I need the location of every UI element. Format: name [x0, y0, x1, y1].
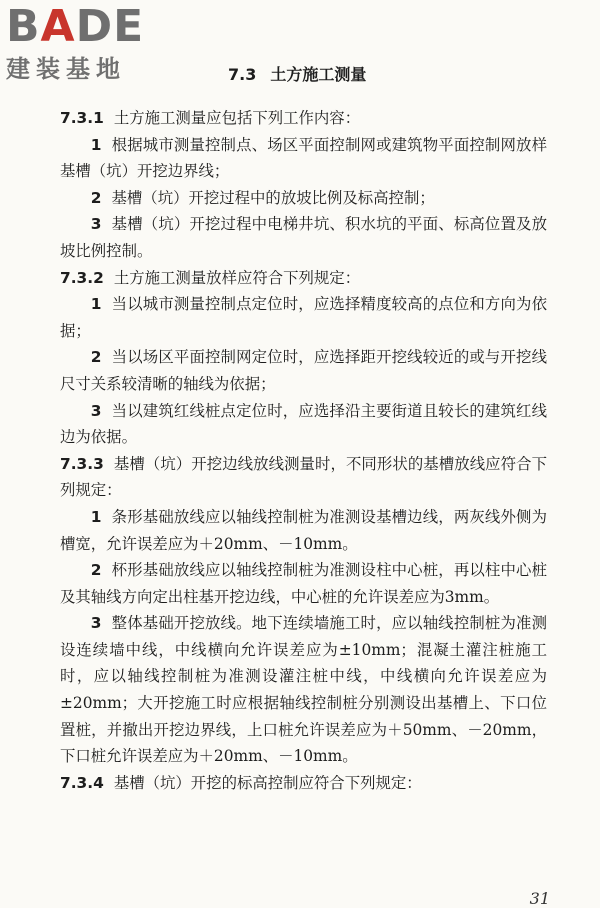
list-item [60, 504, 547, 557]
item-number: 2 [90, 561, 102, 580]
item-text: 基槽（坑）开挖过程中的放坡比例及标高控制； [111, 188, 435, 207]
item-number: 3 [90, 215, 102, 234]
clause-text: 基槽（坑）开挖边线放线测量时，不同形状的基槽放线应符合下列规定： [60, 454, 547, 500]
section-title-text: 土方施工测量 [270, 65, 367, 84]
item-text: 基槽（坑）开挖过程中电梯井坑、积水坑的平面、标高位置及放坡比例控制。 [60, 215, 547, 260]
item-text: 当以建筑红线桩点定位时，应选择沿主要街道且较长的建筑红线边为依据。 [60, 401, 547, 447]
item-text: 整体基础开挖放线。地下连续墙施工时，应以轴线控制桩为准测设连续墙中线，中线横向允许误差应为±10mm；混凝土灌注桩施工时，应以轴线控制桩为准测设灌注桩中线，中线横向允许误差应为±20mm；大开挖施工时应根据轴线控制桩分别测设出基槽上、下口位置桩，并撤出开挖边界线，上口桩允许误差应为＋50mm、－20mm，下口桩允许误差应为＋20mm、－10mm。 [60, 614, 547, 766]
item-number: 3 [90, 614, 102, 633]
clause-text: 基槽（坑）开挖的标高控制应符合下列规定： [113, 773, 422, 792]
item-number: 2 [90, 348, 102, 367]
item-text: 条形基础放线应以轴线控制桩为准测设基槽边线，两灰线外侧为槽宽，允许误差应为＋20mm、－10mm。 [60, 507, 547, 553]
list-item [60, 610, 547, 770]
item-number: 1 [90, 507, 102, 526]
section-title [228, 63, 366, 87]
logo-wordmark: BADE [6, 1, 145, 52]
clause-number: 7.3.1 [60, 109, 104, 127]
list-item [60, 557, 547, 610]
clause [60, 451, 547, 504]
clause [60, 105, 547, 132]
page-number: 31 [529, 889, 550, 908]
document-body [60, 105, 547, 796]
clause-number: 7.3.4 [60, 773, 104, 792]
list-item [60, 132, 547, 185]
item-number: 3 [90, 401, 102, 420]
clause [60, 265, 547, 292]
item-text: 根据城市测量控制点、场区平面控制网或建筑物平面控制网放样基槽（坑）开挖边界线； [60, 135, 547, 181]
item-text: 当以城市测量控制点定位时，应选择精度较高的点位和方向为依据； [60, 295, 547, 340]
clause-number: 7.3.2 [60, 268, 104, 287]
clause-text: 土方施工测量应包括下列工作内容： [113, 109, 361, 127]
item-number: 1 [90, 295, 102, 314]
clause [60, 770, 547, 797]
clause-number: 7.3.3 [60, 454, 104, 473]
clause-text: 土方施工测量放样应符合下列规定： [113, 268, 361, 287]
list-item [60, 398, 547, 451]
item-text: 杯形基础放线应以轴线控制桩为准测设柱中心桩，再以柱中心桩及其轴线方向定出柱基开挖边线，中心桩的允许误差应为3mm。 [60, 561, 547, 606]
item-number: 2 [90, 188, 102, 207]
list-item [60, 185, 547, 212]
item-number: 1 [90, 135, 102, 154]
list-item [60, 291, 547, 344]
list-item [60, 211, 547, 264]
item-text: 当以场区平面控制网定位时，应选择距开挖线较近的或与开挖线尺寸关系较清晰的轴线为依据； [60, 348, 547, 393]
logo-subtitle: 建装基地 [6, 55, 126, 83]
section-number: 7.3 [228, 65, 257, 84]
list-item [60, 344, 547, 397]
bade-logo [6, 1, 176, 84]
